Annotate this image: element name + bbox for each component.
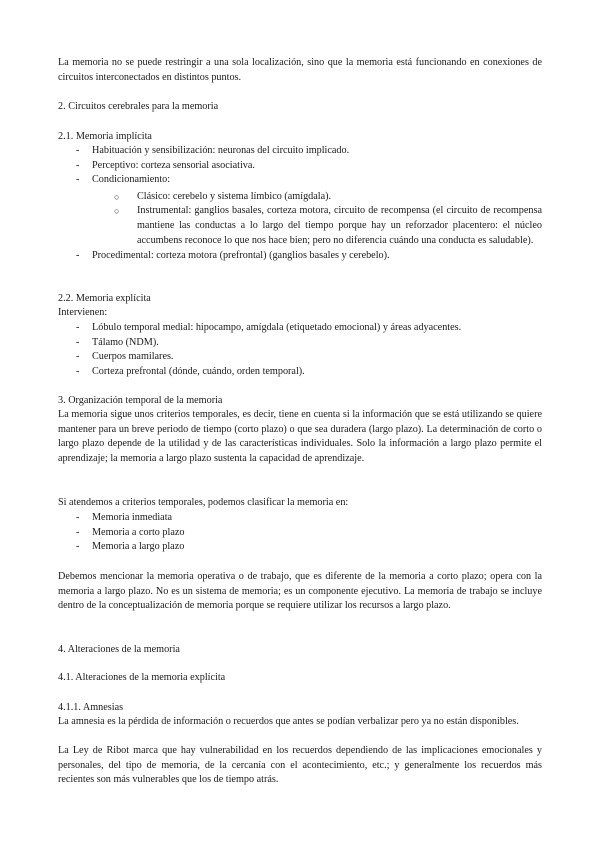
list-item: - Habituación y sensibilización: neuronas del circuito implicado. [76,145,350,156]
sub-list-item: ○ Clásico: cerebelo y sistema límbico (amígdala). [114,190,332,202]
list-item: - Condicionamiento: ○ Clásico: cerebelo y sistema límbico (amígdala). ○ Instrumental: ganglios basales, corteza motora, circuito de recompensa (el circuito de recompensa mantiene las conductas a lo largo del tiempo porque hay un reforzador placentero: el núcleo accumbens reconoce lo que nos hace bien; pero no diferencia cuándo una conducta es saludable). [76,173,542,248]
amnesia-paragraph: La amnesia es la pérdida de información o recuerdos que antes se podían verbalizar pero ya no están disponibles. [58,716,519,727]
section-4-heading: 4. Alteraciones de la memoria [58,644,180,655]
temporal-memory-list [76,511,542,555]
section-2-heading: 2. Circuitos cerebrales para la memoria [58,101,219,112]
list-item: - Memoria a corto plazo [76,526,185,538]
list-item: - Memoria a largo plazo [76,541,185,553]
section-2-2-heading: 2.2. Memoria explícita [58,293,151,304]
implicit-memory-list [76,144,542,264]
ribot-law-paragraph: La Ley de Ribot marca que hay vulnerabilidad en los recuerdos dependiendo de las implicaciones emocionales y personales, del tipo de memoria, de la cercanía con el acontecimiento, etc.; y generalmente los recuerdos más recientes son más vulnerables que los de tiempo atrás. [58,745,542,786]
list-item: - Memoria inmediata [76,512,173,523]
section-2-1-heading: 2.1. Memoria implícita [58,131,152,142]
section-4-1-1-heading: 4.1.1. Amnesias [58,702,124,713]
section-4-1-heading: 4.1. Alteraciones de la memoria explícita [58,672,226,683]
conditioning-sublist [114,190,542,248]
intro-paragraph: La memoria no se puede restringir a una sola localización, sino que la memoria está funcionando en conexiones de circuitos interconectados en distintos puntos. [58,57,542,83]
list-item: - Lóbulo temporal medial: hipocampo, amígdala (etiquetado emocional) y áreas adyacentes. [76,322,462,333]
list-item: - Tálamo (NDM). [76,336,159,348]
section-3-heading: 3. Organización temporal de la memoria [58,395,223,406]
list-item: - Cuerpos mamilares. [76,351,174,363]
intervienen-label: Intervienen: [58,307,108,318]
list-item: - Procedimental: corteza motora (prefrontal) (ganglios basales y cerebelo). [76,250,390,262]
list-item: - Perceptivo: corteza sensorial asociativa. [76,159,255,171]
temporal-paragraph: La memoria sigue unos criterios temporales, es decir, tiene en cuenta si la información que se está utilizando se quiere mantener para un breve periodo de tiempo (corto plazo) o que sea duradera (largo plazo). La determinación de corto o largo plazo depende de la utilidad y de las características individuales. Solo la información a largo plazo permite el aprendizaje; la memoria a largo plazo sustenta la capacidad de aprendizaje. [58,409,542,464]
working-memory-paragraph: Debemos mencionar la memoria operativa o de trabajo, que es diferente de la memoria a corto plazo; opera con la memoria a largo plazo. No es un sistema de memoria; es un componente ejecutivo. La memoria de trabajo se incluye dentro de la conceptualización de memoria porque se requiere utilizar los recursos a largo plazo. [58,571,542,612]
explicit-memory-list [76,321,542,379]
sub-list-item: ○ Instrumental: ganglios basales, corteza motora, circuito de recompensa (el circuito de recompensa mantiene las conductas a lo largo del tiempo porque hay un reforzador placentero: el núcleo accumbens reconoce lo que nos hace bien; pero no diferencia cuándo una conducta es saludable). [114,205,542,246]
list-item: - Corteza prefrontal (dónde, cuándo, orden temporal). [76,365,305,377]
classification-intro: Si atendemos a criterios temporales, podemos clasificar la memoria en: [58,497,349,508]
